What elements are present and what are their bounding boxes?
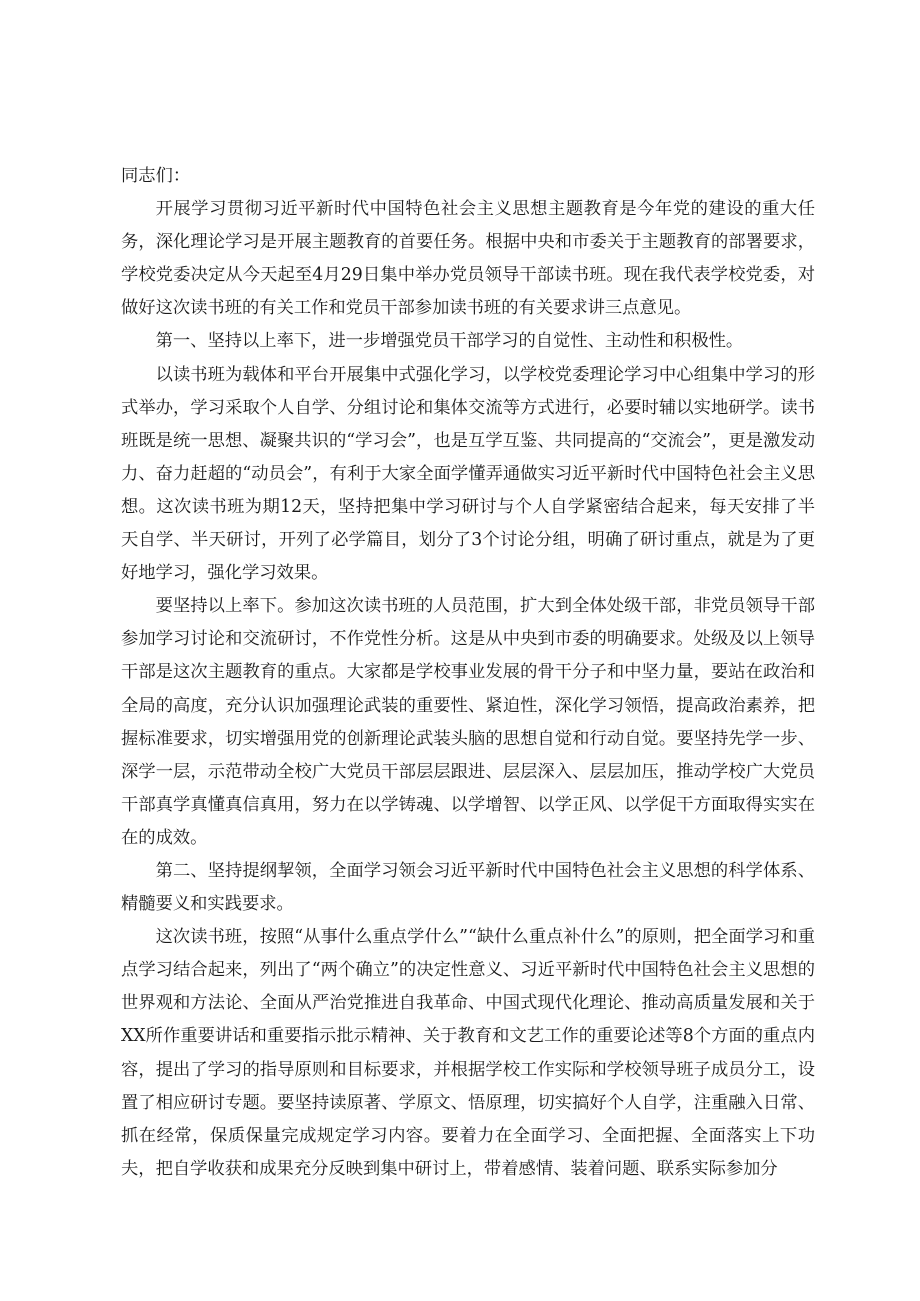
section-heading-first: 第一、坚持以上率下，进一步增强党员干部学习的自觉性、主动性和积极性。 — [155, 331, 744, 352]
document-body — [121, 160, 815, 1186]
section-heading-second: 第二、坚持提纲挈领，全面学习领会习近平新时代中国特色社会主义思想的科学体系、精髓要义和实践要求。 — [121, 860, 815, 915]
paragraph-study-content: 这次读书班，按照“从事什么重点学什么”“缺什么重点补什么”的原则，把全面学习和重点学习结合起来，列出了“两个确立”的决定性意义、习近平新时代中国特色社会主义思想的世界观和方法论、全面从严治党推进自我革命、中国式现代化理论、推动高质量发展和关于XX所作重要讲话和重要指示批示精神、关于教育和文艺工作的重要论述等8个方面的重点内容，提出了学习的指导原则和目标要求，并根据学校工作实际和学校领导班子成员分工，设置了相应研讨专题。要坚持读原著、学原文、悟原理，切实搞好个人自学，注重融入日常、抓在经常，保质保量完成规定学习内容。要着力在全面学习、全面把握、全面落实上下功夫，把自学收获和成果充分反映到集中研讨上，带着感情、装着问题、联系实际参加分 — [121, 927, 815, 1179]
paragraph-study-format: 以读书班为载体和平台开展集中式强化学习，以学校党委理论学习中心组集中学习的形式举办，学习采取个人自学、分组讨论和集体交流等方式进行，必要时辅以实地研学。读书班既是统一思想、凝聚共识的“学习会”，也是互学互鉴、共同提高的“交流会”，更是激发动力、奋力赶超的“动员会”，有利于大家全面学懂弄通做实习近平新时代中国特色社会主义思想。这次读书班为期12天，坚持把集中学习研讨与个人自学紧密结合起来，每天安排了半天自学、半天研讨，开列了必学篇目，划分了3个讨论分组，明确了研讨重点，就是为了更好地学习，强化学习效果。 — [121, 364, 815, 584]
paragraph-intro: 开展学习贯彻习近平新时代中国特色社会主义思想主题教育是今年党的建设的重大任务，深化理论学习是开展主题教育的首要任务。根据中央和市委关于主题教育的部署要求，学校党委决定从今天起至4月29日集中举办党员领导干部读书班。现在我代表学校党委，对做好这次读书班的有关工作和党员干部参加读书班的有关要求讲三点意见。 — [121, 199, 815, 319]
paragraph-lead-by-example: 要坚持以上率下。参加这次读书班的人员范围，扩大到全体处级干部，非党员领导干部参加学习讨论和交流研讨，不作党性分析。这是从中央到市委的明确要求。处级及以上领导干部是这次主题教育的重点。大家都是学校事业发展的骨干分子和中坚力量，要站在政治和全局的高度，充分认识加强理论武装的重要性、紧迫性，深化学习领悟，提高政治素养，把握标准要求，切实增强用党的创新理论武装头脑的思想自觉和行动自觉。要坚持先学一步、深学一层，示范带动全校广大党员干部层层跟进、层层深入、层层加压，推动学校广大党员干部真学真懂真信真用，努力在以学铸魂、以学增智、以学正风、以学促干方面取得实实在在的成效。 — [121, 596, 815, 848]
salutation: 同志们： — [121, 166, 191, 186]
